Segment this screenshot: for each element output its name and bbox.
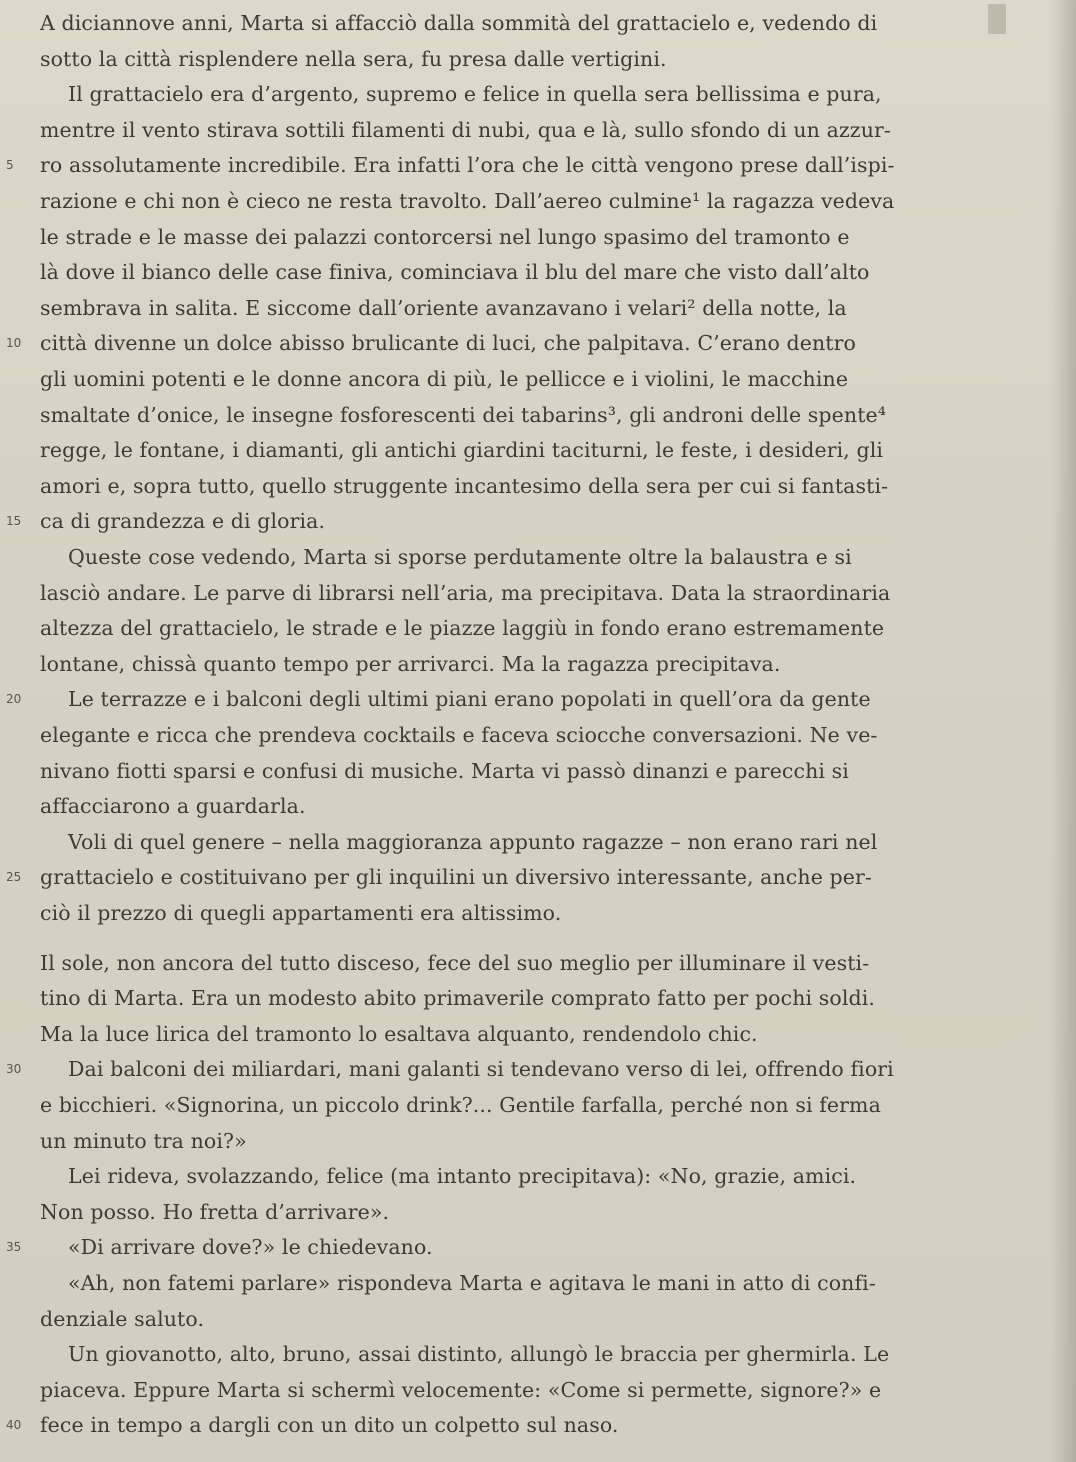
- line-number: 10: [6, 336, 22, 351]
- text-line: là dove il bianco delle case finiva, cominciava il blu del mare che visto dall’alto: [40, 260, 870, 285]
- text-line: fece in tempo a dargli con un dito un colpetto sul naso.: [40, 1413, 619, 1438]
- text-line: nivano fiotti sparsi e confusi di musiche. Marta vi passò dinanzi e parecchi si: [40, 758, 849, 783]
- line-number: 20: [6, 692, 22, 707]
- text-line: lasciò andare. Le parve di librarsi nell’aria, ma precipitava. Data la straordinaria: [40, 580, 891, 605]
- text-line: regge, le fontane, i diamanti, gli antichi giardini taciturni, le feste, i desideri, gli: [40, 438, 884, 463]
- text-line: le strade e le masse dei palazzi contorcersi nel lungo spasimo del tramonto e: [40, 224, 850, 249]
- line-number: 35: [6, 1240, 22, 1255]
- text-line: razione e chi non è cieco ne resta travolto. Dall’aereo culmine¹ la ragazza vedeva: [40, 189, 895, 213]
- text-line: Voli di quel genere – nella maggioranza appunto ragazze – non erano rari nel: [68, 829, 878, 854]
- text-line: Lei rideva, svolazzando, felice (ma intanto precipitava): «No, grazie, amici.: [68, 1164, 857, 1189]
- text-line: gli uomini potenti e le donne ancora di più, le pellicce e i violini, le macchine: [40, 367, 849, 391]
- line-number: 25: [6, 870, 22, 885]
- text-line: Un giovanotto, alto, bruno, assai distinto, allungò le braccia per ghermirla. Le: [68, 1342, 890, 1367]
- text-line: ro assolutamente incredibile. Era infatti l’ora che le città vengono prese dall’ispi-: [40, 153, 895, 178]
- text-line: mentre il vento stirava sottili filamenti di nubi, qua e là, sullo sfondo di un azzur-: [40, 117, 891, 142]
- line-number: 15: [6, 514, 22, 529]
- text-line: Le terrazze e i balconi degli ultimi piani erano popolati in quell’ora da gente: [68, 687, 871, 712]
- text-line: «Ah, non fatemi parlare» rispondeva Marta e agitava le mani in atto di confi-: [68, 1271, 876, 1295]
- text-line: smaltate d’onice, le insegne fosforescenti dei tabarins³, gli androni delle spente⁴: [40, 402, 887, 427]
- text-line: un minuto tra noi?»: [40, 1128, 247, 1153]
- line-number: 30: [6, 1062, 22, 1077]
- text-line: Ma la luce lirica del tramonto lo esaltava alquanto, rendendolo chic.: [40, 1021, 758, 1046]
- text-line: sembrava in salita. E siccome dall’oriente avanzavano i velari² della notte, la: [40, 295, 847, 320]
- text-line: elegante e ricca che prendeva cocktails e faceva sciocche conversazioni. Ne ve-: [40, 723, 878, 747]
- text-line: denziale saluto.: [40, 1306, 205, 1331]
- text-line: e bicchieri. «Signorina, un piccolo drink?... Gentile farfalla, perché non si ferma: [40, 1093, 881, 1117]
- text-line: altezza del grattacielo, le strade e le piazze laggiù in fondo erano estremamente: [40, 616, 885, 641]
- text-line: Il sole, non ancora del tutto disceso, fece del suo meglio per illuminare il vesti-: [40, 950, 870, 975]
- text-line: ciò il prezzo di quegli appartamenti era altissimo.: [40, 901, 562, 925]
- text-line: Queste cose vedendo, Marta si sporse perdutamente oltre la balaustra e si: [68, 545, 852, 569]
- line-number: 5: [6, 158, 14, 173]
- text-line: città divenne un dolce abisso brulicante di luci, che palpitava. C’erano dentro: [40, 331, 856, 356]
- text-line: grattacielo e costituivano per gli inquilini un diversivo interessante, anche per-: [40, 865, 872, 890]
- text-line: A diciannove anni, Marta si affacciò dalla sommità del grattacielo e, vedendo di: [40, 11, 878, 35]
- text-line: Il grattacielo era d’argento, supremo e felice in quella sera bellissima e pura,: [68, 82, 882, 107]
- text-line: tino di Marta. Era un modesto abito primaverile comprato fatto per pochi soldi.: [40, 986, 875, 1011]
- text-line: lontane, chissà quanto tempo per arrivarci. Ma la ragazza precipitava.: [40, 651, 781, 676]
- text-line: Dai balconi dei miliardari, mani galanti si tendevano verso di lei, offrendo fiori: [68, 1057, 894, 1082]
- text-line: affacciarono a guardarla.: [40, 794, 306, 819]
- text-line: Non posso. Ho fretta d’arrivare».: [40, 1199, 390, 1224]
- text-line: amori e, sopra tutto, quello struggente incantesimo della sera per cui si fantasti-: [40, 473, 889, 498]
- text-line: ca di grandezza e di gloria.: [40, 509, 326, 534]
- text-line: piaceva. Eppure Marta si schermì velocemente: «Come si permette, signore?» e: [40, 1377, 882, 1402]
- text-line: sotto la città risplendere nella sera, fu presa dalle vertigini.: [40, 46, 667, 71]
- text-line: «Di arrivare dove?» le chiedevano.: [68, 1235, 433, 1260]
- line-number: 40: [6, 1418, 22, 1433]
